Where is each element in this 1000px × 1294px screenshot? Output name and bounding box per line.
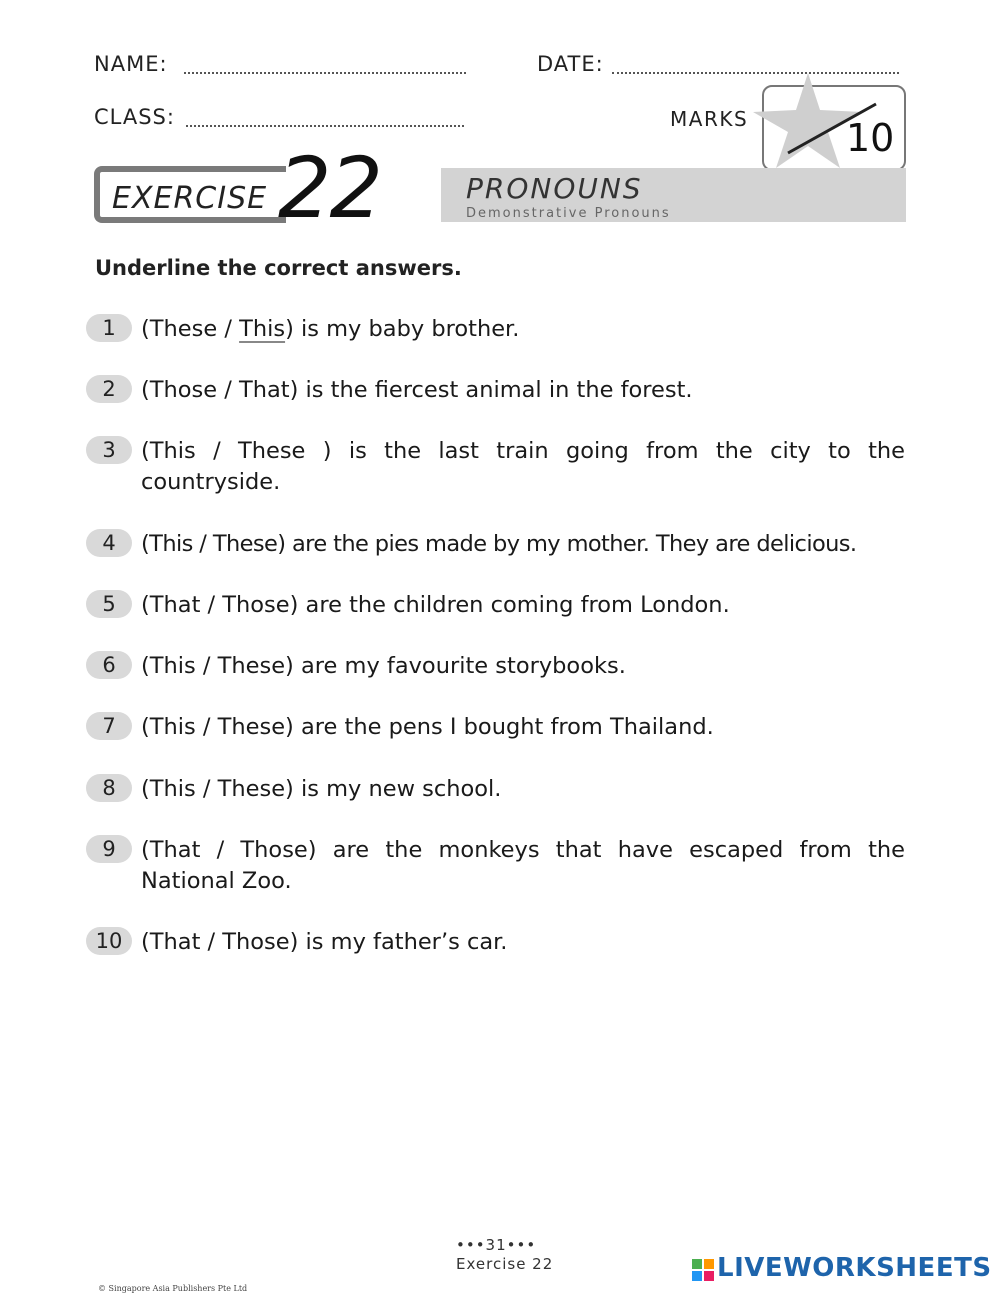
exercise-word: EXERCISE bbox=[112, 181, 268, 216]
question-number: 5 bbox=[86, 590, 132, 618]
option-pre: (These / bbox=[141, 316, 240, 342]
question-text[interactable]: (That / Those) are the monkeys that have escaped from the National Zoo. bbox=[141, 837, 905, 894]
option-post: ) is my baby brother. bbox=[285, 316, 520, 342]
exercise-number: 22 bbox=[278, 139, 381, 237]
question-text[interactable]: (This / These) are my favourite storybooks. bbox=[141, 653, 626, 679]
question-number: 8 bbox=[86, 774, 132, 802]
question-number: 2 bbox=[86, 375, 132, 403]
footer-exercise-label: Exercise 22 bbox=[456, 1255, 554, 1273]
question-text[interactable]: (That / Those) are the children coming from London. bbox=[141, 592, 730, 618]
question-text[interactable]: (This / These) are the pens I bought from Thailand. bbox=[141, 714, 714, 740]
question-number: 9 bbox=[86, 835, 132, 863]
question-text[interactable]: (This / These) are the pies made by my mother. They are delicious. bbox=[141, 531, 857, 557]
name-label: NAME: bbox=[94, 52, 168, 76]
question-number: 6 bbox=[86, 651, 132, 679]
question-number: 4 bbox=[86, 529, 132, 557]
question-text[interactable] bbox=[141, 314, 905, 345]
topic-title: PRONOUNS bbox=[466, 172, 643, 205]
liveworksheets-icon bbox=[692, 1259, 714, 1281]
underlined-answer[interactable]: This bbox=[239, 316, 286, 342]
question-number: 3 bbox=[86, 436, 132, 464]
copyright-notice: © Singapore Asia Publishers Pte Ltd bbox=[98, 1284, 248, 1293]
class-line[interactable] bbox=[186, 125, 464, 127]
question-number: 10 bbox=[86, 927, 132, 955]
question-text[interactable]: (This / These ) is the last train going from the city to the countryside. bbox=[141, 438, 905, 495]
marks-label: MARKS bbox=[670, 107, 749, 131]
name-line[interactable] bbox=[184, 72, 466, 74]
instruction: Underline the correct answers. bbox=[95, 256, 462, 280]
question-number: 7 bbox=[86, 712, 132, 740]
liveworksheets-brand: LIVEWORKSHEETS bbox=[717, 1253, 992, 1283]
page-number: •••31••• bbox=[456, 1236, 537, 1254]
marks-total: 10 bbox=[846, 116, 895, 160]
question-text[interactable]: (Those / That) is the fiercest animal in the forest. bbox=[141, 377, 693, 403]
question-text[interactable]: (This / These) is my new school. bbox=[141, 776, 502, 802]
class-label: CLASS: bbox=[94, 105, 175, 129]
question-number: 1 bbox=[86, 314, 132, 342]
liveworksheets-logo bbox=[690, 1255, 990, 1285]
date-label: DATE: bbox=[537, 52, 604, 76]
question-text[interactable]: (That / Those) is my father’s car. bbox=[141, 929, 508, 955]
topic-subtitle: Demonstrative Pronouns bbox=[466, 206, 671, 221]
